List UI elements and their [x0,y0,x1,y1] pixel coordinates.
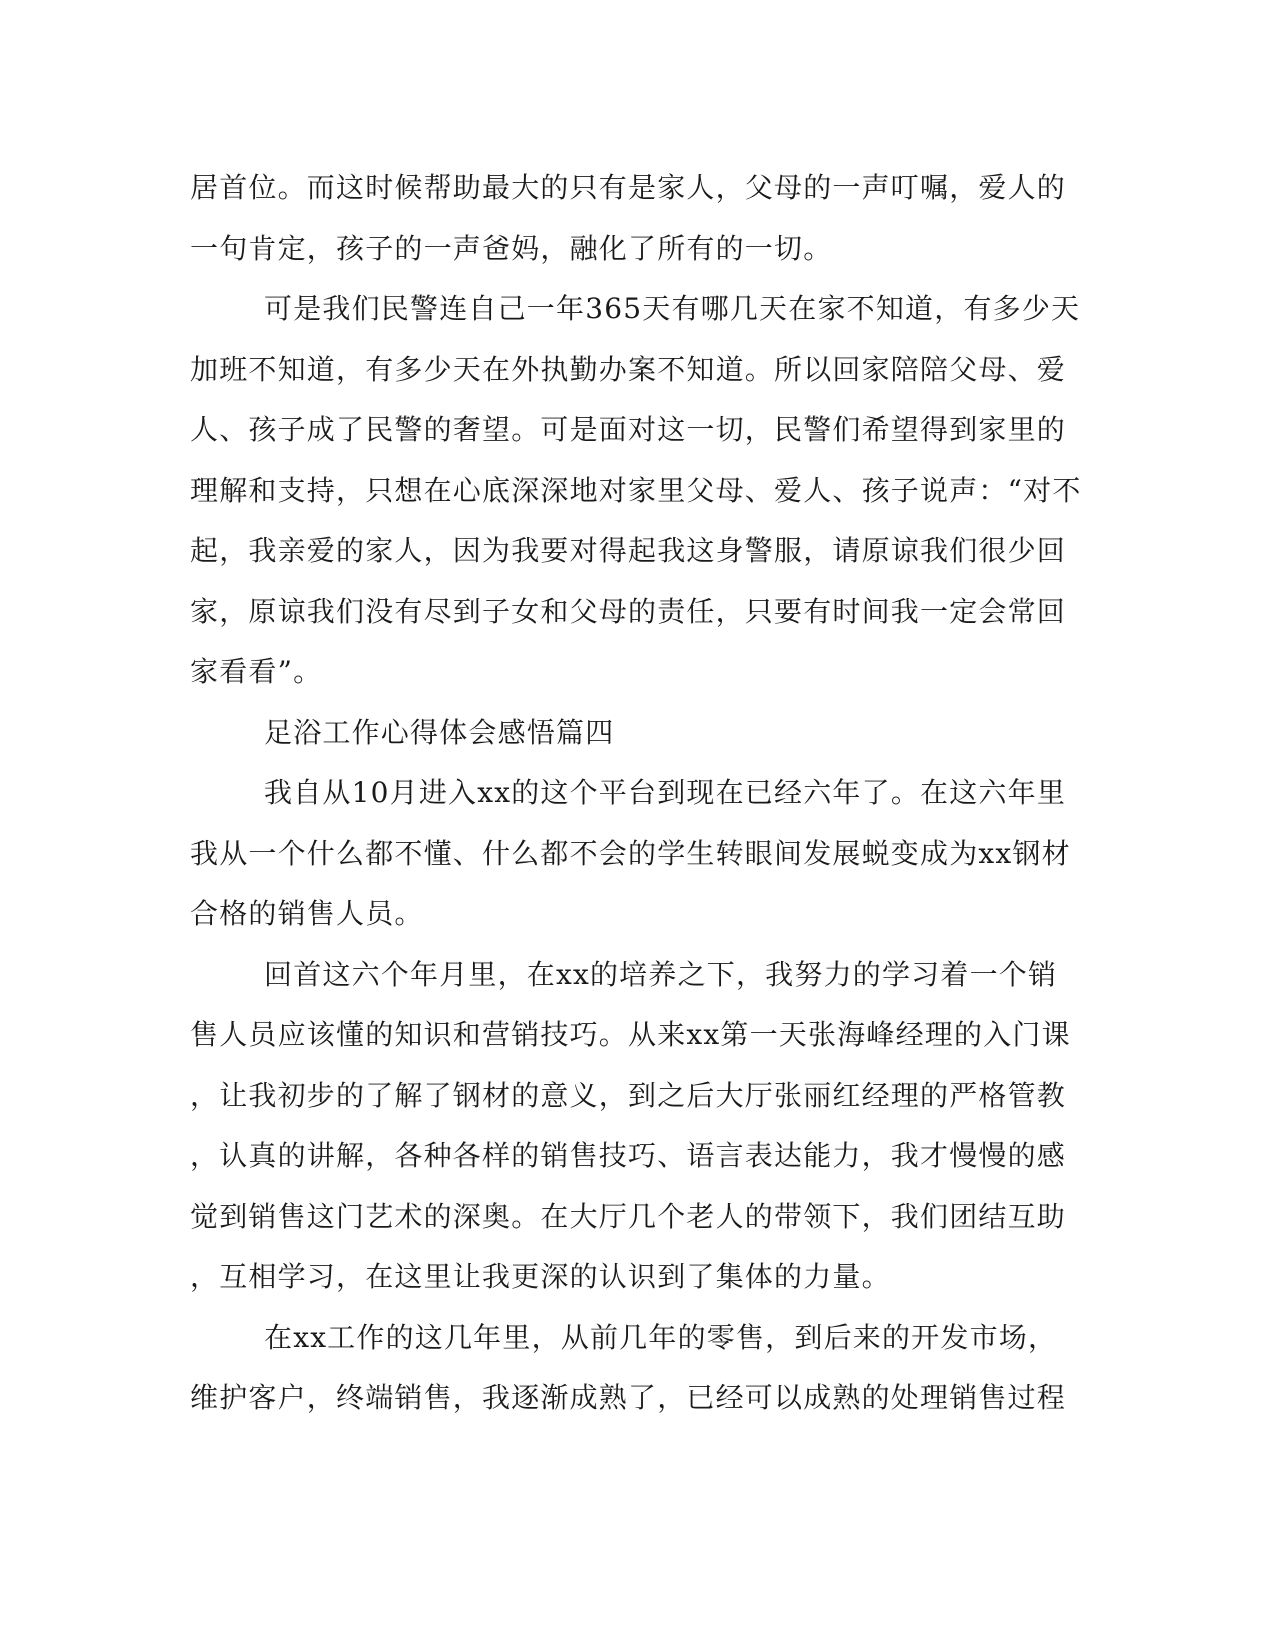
text-line: 足浴工作心得体会感悟篇四 [264,715,615,749]
text-line: 在xx工作的这几年里，从前几年的零售，到后来的开发市场， [264,1320,1058,1354]
text-line: 售人员应该懂的知识和营销技巧。从来xx第一天张海峰经理的入门课 [190,1018,1071,1051]
text-line: 一句肯定，孩子的一声爸妈，融化了所有的一切。 [190,231,833,265]
text-line: 可是我们民警连自己一年365天有哪几天在家不知道，有多少天 [264,292,1081,325]
text-line: ，互相学习，在这里让我更深的认识到了集体的力量。 [190,1260,891,1293]
text-line: 起，我亲爱的家人，因为我要对得起我这身警服，请原谅我们很少回 [190,534,1067,567]
text-line: ，让我初步的了解了钢材的意义，到之后大厅张丽红经理的严格管教 [190,1078,1067,1112]
text-line: 维护客户，终端销售，我逐渐成熟了，已经可以成熟的处理销售过程 [190,1381,1067,1414]
text-line: 家看看”。 [190,655,323,688]
body-text [190,158,1080,1429]
text-line: 理解和支持，只想在心底深深地对家里父母、爱人、孩子说声：“对不 [190,473,1082,507]
text-line: 人、孩子成了民警的奢望。可是面对这一切，民警们希望得到家里的 [190,413,1067,446]
text-line: 家，原谅我们没有尽到子女和父母的责任，只要有时间我一定会常回 [190,594,1067,628]
text-line: 居首位。而这时候帮助最大的只有是家人，父母的一声叮嘱，爱人的 [190,171,1067,204]
text-line: 觉到销售这门艺术的深奥。在大厅几个老人的带领下，我们团结互助 [190,1199,1067,1233]
text-line: 我自从10月进入xx的这个平台到现在已经六年了。在这六年里 [264,776,1067,809]
text-line: 加班不知道，有多少天在外执勤办案不知道。所以回家陪陪父母、爱 [190,352,1067,386]
text-line: 我从一个什么都不懂、什么都不会的学生转眼间发展蜕变成为xx钢材 [190,836,1071,870]
text-line: 回首这六个年月里，在xx的培养之下，我努力的学习着一个销 [264,957,1058,991]
text-line: ，认真的讲解，各种各样的销售技巧、语言表达能力，我才慢慢的感 [190,1139,1067,1172]
text-line: 合格的销售人员。 [190,897,424,930]
